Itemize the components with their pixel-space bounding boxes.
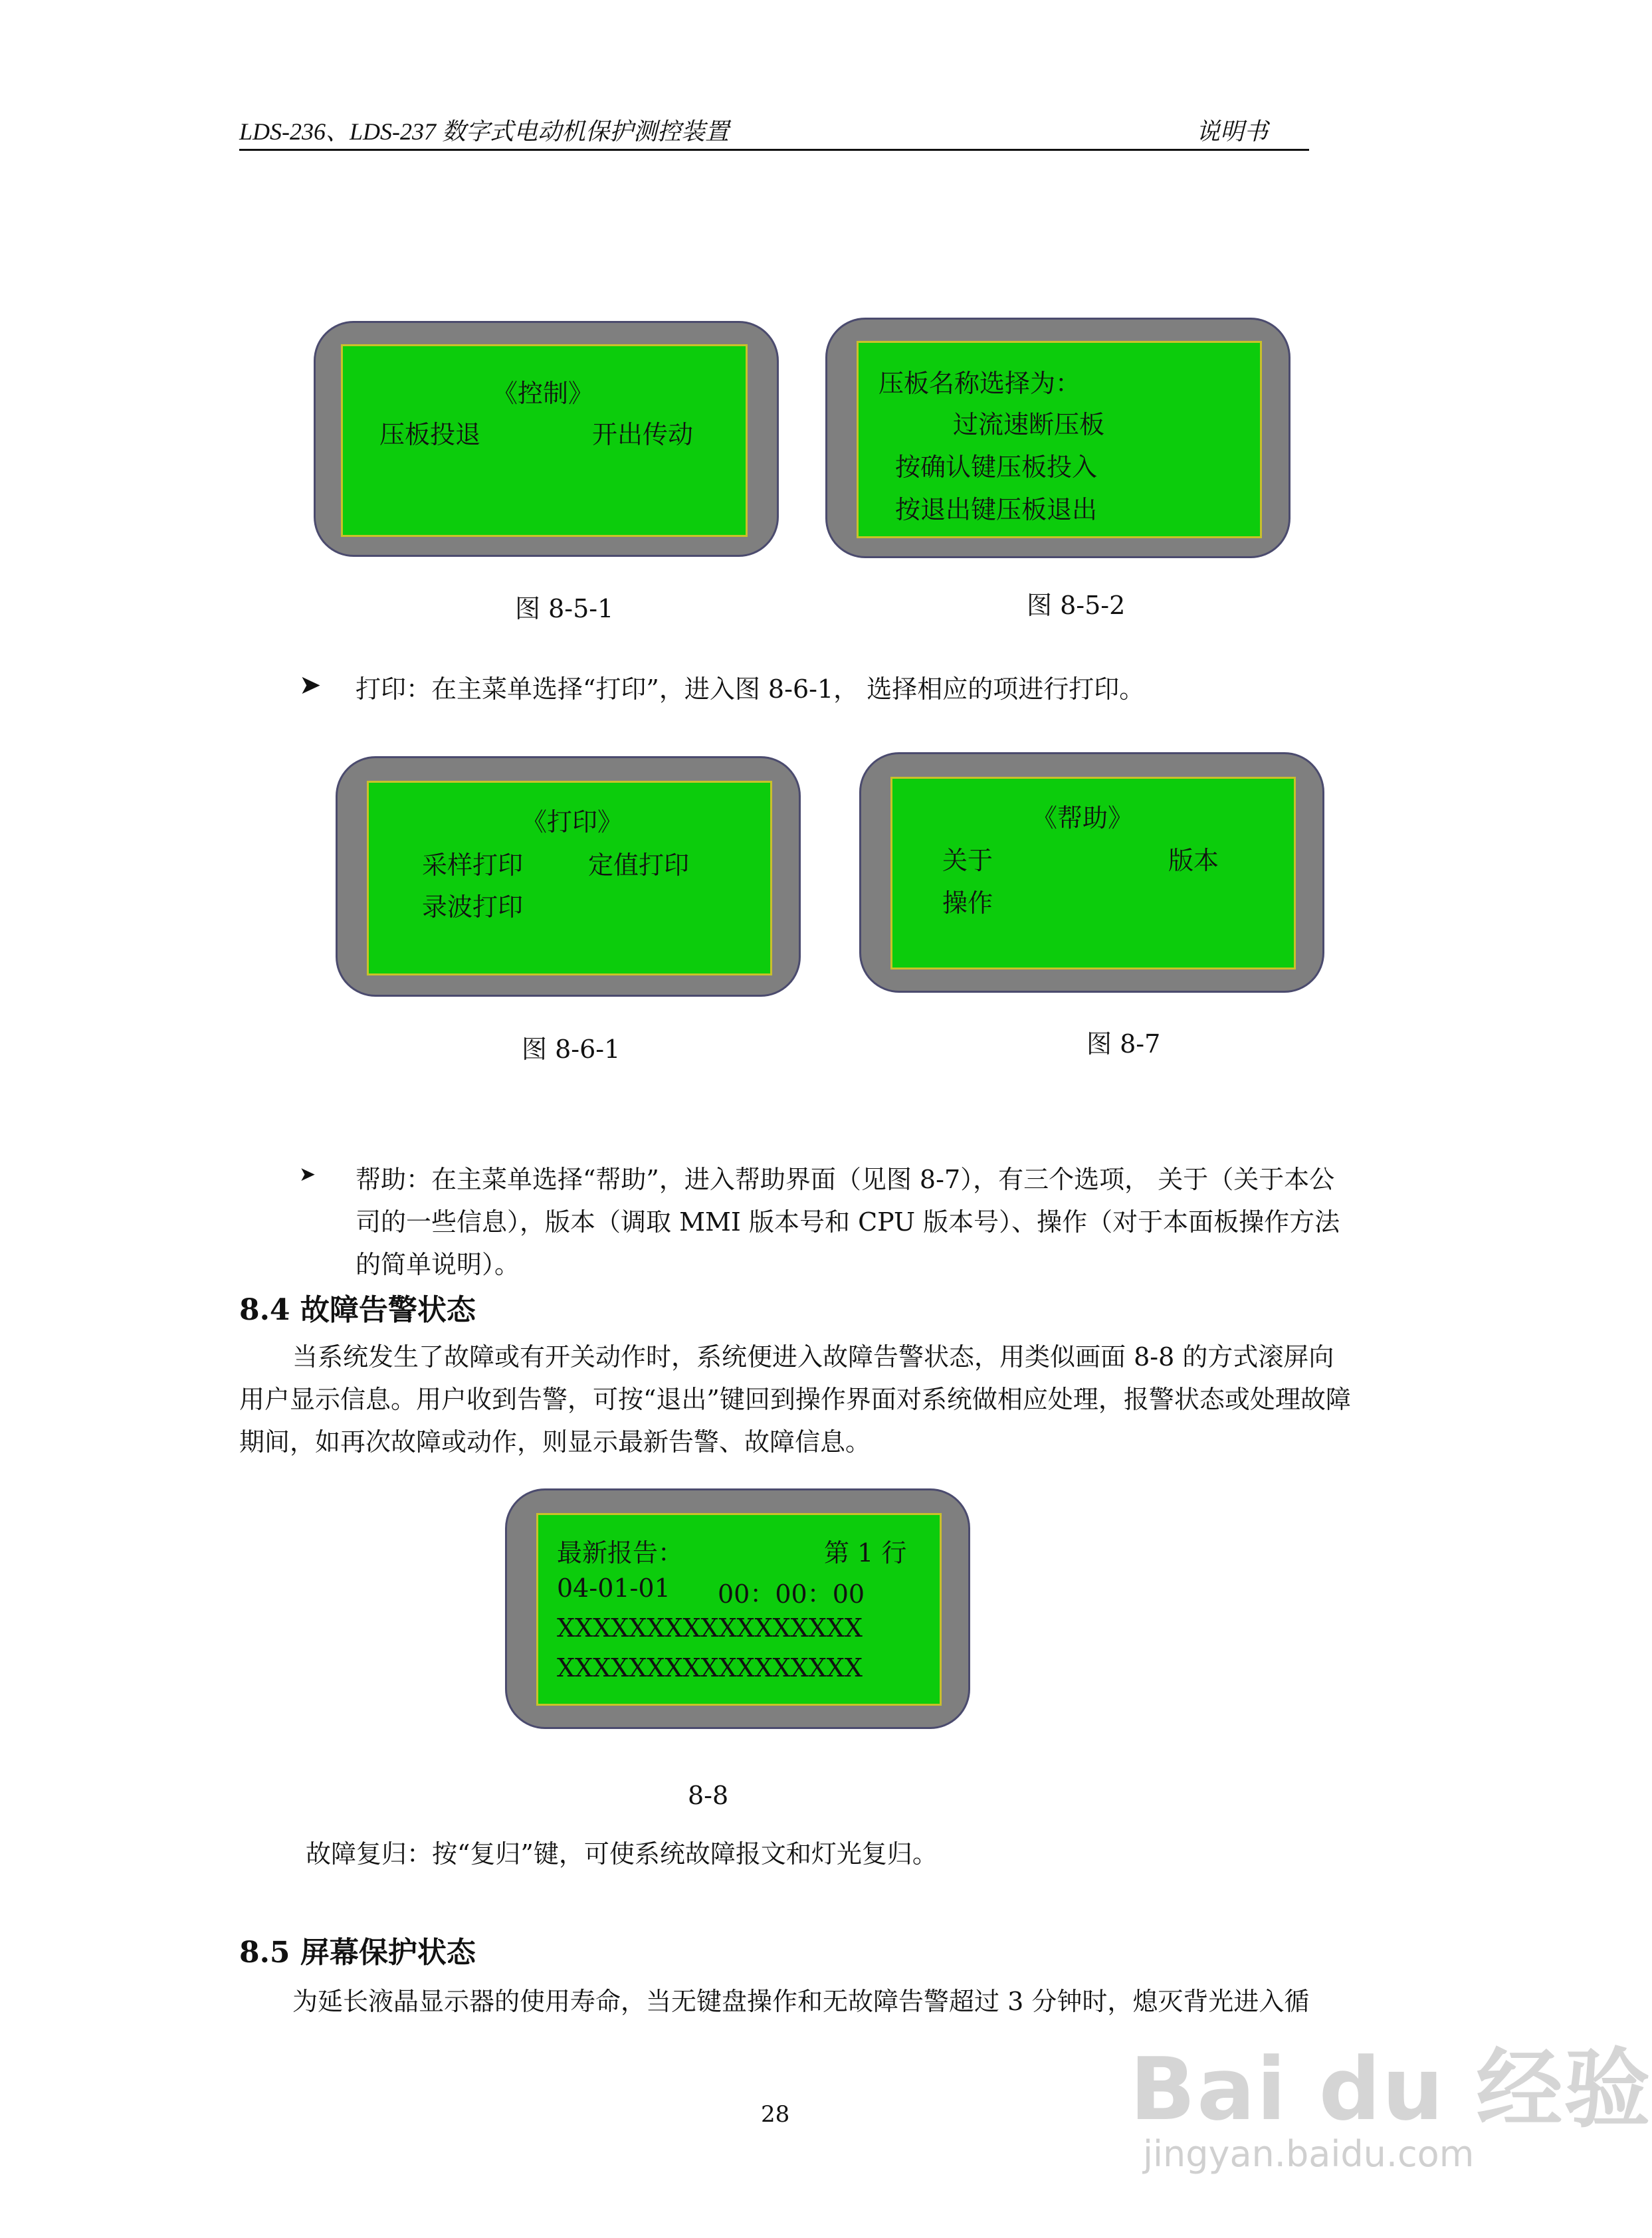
bullet-arrow-icon: ➤ [299, 670, 322, 700]
lcd-item-sample-print: 采样打印 [422, 851, 524, 880]
lcd-panel-8-5-1 [314, 321, 779, 557]
lcd-item-yaban: 压板投退 [379, 420, 481, 449]
lcd-title: 《打印》 [522, 807, 623, 837]
lcd-line-2: 过流速断压板 [953, 410, 1105, 439]
lcd-title: 《控制》 [492, 379, 594, 408]
lcd-line-3: 按确认键压板投入 [895, 453, 1098, 482]
lcd-panel-8-7 [859, 752, 1324, 993]
lcd-report-label: 最新报告： [557, 1538, 684, 1568]
lcd-panel-8-8 [505, 1488, 970, 1729]
header-doc-type: 说明书 [1196, 118, 1269, 145]
lcd-item-operation: 操作 [942, 888, 993, 918]
lcd-item-kaichu: 开出传动 [592, 420, 694, 449]
baidu-watermark-url: jingyan.baidu.com [1143, 2133, 1475, 2175]
lcd-item-wave-print: 录波打印 [422, 892, 524, 922]
lcd-screen [857, 341, 1262, 538]
lcd-line-4: XXXXXXXXXXXXXXXXX [557, 1653, 863, 1682]
lcd-item-version: 版本 [1168, 846, 1219, 875]
lcd-screen [341, 344, 748, 537]
header-rule [239, 149, 1309, 151]
caption-8-5-1: 图 8-5-1 [515, 594, 614, 623]
caption-8-7: 图 8-7 [1086, 1029, 1161, 1059]
lcd-screen [890, 777, 1296, 969]
lcd-line-1: 压板名称选择为： [878, 369, 1081, 398]
help-description: 帮助：在主菜单选择“帮助”，进入帮助界面（见图 8-7），有三个选项， 关于（关于本公司的一些信息），版本（调取 MMI 版本号和 CPU 版本号）、操作（对于本面板操作方法的简单说明）。 [356, 1165, 1340, 1279]
lcd-line-4: 按退出键压板退出 [895, 495, 1098, 524]
lcd-panel-8-6-1 [336, 756, 801, 997]
caption-8-8: 8-8 [688, 1781, 729, 1810]
lcd-line-3: XXXXXXXXXXXXXXXXX [557, 1613, 863, 1643]
lcd-screen [536, 1513, 942, 1706]
baidu-watermark-logo: Bai du 经验 [1130, 2039, 1652, 2140]
section-8-5-paragraph: 为延长液晶显示器的使用寿命，当无键盘操作和无故障告警超过 3 分钟时，熄灭背光进入循 [292, 1987, 1310, 2016]
page-number: 28 [761, 2101, 790, 2128]
fault-reset-text: 故障复归：按“复归”键，可使系统故障报文和灯光复归。 [306, 1839, 938, 1869]
lcd-date: 04-01-01 [557, 1574, 671, 1603]
lcd-time: 00：00：00 [718, 1579, 865, 1609]
lcd-item-about: 关于 [942, 846, 993, 875]
lcd-screen [367, 781, 772, 975]
lcd-item-setting-print: 定值打印 [588, 851, 690, 880]
section-8-4-title: 8.4 故障告警状态 [239, 1293, 476, 1327]
print-description: 打印：在主菜单选择“打印”，进入图 8-6-1， 选择相应的项进行打印。 [356, 674, 1145, 704]
section-8-4-paragraph: 当系统发生了故障或有开关动作时，系统便进入故障告警状态，用类似画面 8-8 的方式滚屏向用户显示信息。用户收到告警，可按“退出”键回到操作界面对系统做相应处理，报警状态或处理故障期间，如再次故障或动作，则显示最新告警、故障信息。 [239, 1342, 1351, 1457]
bullet-arrow-icon: ➤ [299, 1163, 316, 1186]
lcd-panel-8-5-2 [825, 318, 1291, 558]
section-8-5-title: 8.5 屏幕保护状态 [239, 1936, 476, 1970]
lcd-title: 《帮助》 [1032, 803, 1134, 833]
caption-8-6-1: 图 8-6-1 [522, 1035, 621, 1064]
caption-8-5-2: 图 8-5-2 [1027, 591, 1126, 620]
lcd-row-indicator: 第 1 行 [824, 1538, 907, 1568]
header-title: LDS-236、LDS-237 数字式电动机保护测控装置 [239, 118, 730, 145]
